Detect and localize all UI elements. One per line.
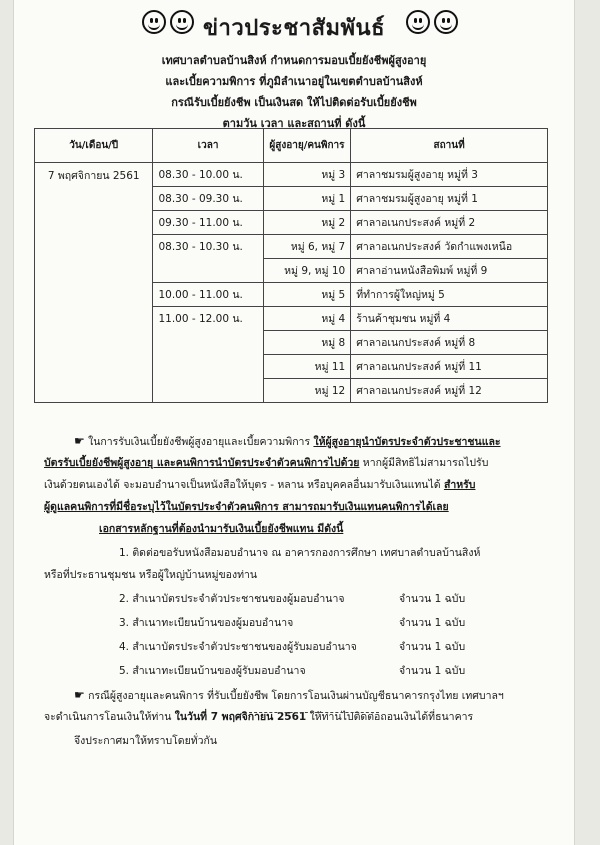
announcement-page: [14, 0, 574, 845]
group-cell: หมู่ 12: [263, 379, 351, 403]
group-cell: หมู่ 3: [263, 163, 351, 187]
intro-line: เทศบาลตำบลบ้านสิงห์ กำหนดการมอบเบี้ยยังชีพผู้สูงอายุ: [161, 54, 427, 67]
column-header-date: วัน/เดือน/ปี: [35, 129, 153, 163]
document-text: 5. สำเนาทะเบียนบ้านของผู้รับมอบอำนาจ: [119, 665, 306, 677]
header: [14, 6, 574, 46]
document-item: หรือที่ประธานชุมชน หรือผู้ใหญ่บ้านหมู่ของท่าน: [44, 569, 258, 581]
note-text: ให้ท่านไปติดต่อถอนเงินได้ที่ธนาคาร: [309, 711, 474, 723]
note-emphasis: ให้ผู้สูงอายุนำบัตรประจำตัวประชาชนและ: [313, 436, 501, 448]
schedule-table: [34, 128, 548, 403]
place-cell: ศาลาอเนกประสงค์ หมู่ที่ 12: [351, 379, 548, 403]
time-cell: [153, 331, 263, 355]
note-line: [44, 452, 488, 474]
place-cell: ศาลาอเนกประสงค์ หมู่ที่ 2: [351, 211, 548, 235]
group-cell: หมู่ 11: [263, 355, 351, 379]
closing-line: จึงประกาศมาให้ทราบโดยทั่วกัน: [74, 735, 218, 747]
document-item: [119, 588, 345, 610]
table-row: [35, 163, 548, 187]
signature-line: [249, 712, 379, 713]
time-cell: 08.30 - 10.00 น.: [153, 163, 263, 187]
time-cell: 10.00 - 11.00 น.: [153, 283, 263, 307]
pointing-hand-icon: ☛: [74, 434, 85, 448]
document-qty: จำนวน 1 ฉบับ: [399, 617, 466, 629]
pointing-hand-icon: ☛: [74, 688, 85, 702]
place-cell: ศาลาอเนกประสงค์ วัดกำแพงเหนือ: [351, 235, 548, 259]
table-header-row: [35, 129, 548, 163]
time-cell: [153, 259, 263, 283]
time-cell: 09.30 - 11.00 น.: [153, 211, 263, 235]
page-title: ข่าวประชาสัมพันธ์: [202, 16, 386, 41]
note-text: จะดำเนินการโอนเงินให้ท่าน: [44, 711, 172, 723]
group-cell: หมู่ 6, หมู่ 7: [263, 235, 351, 259]
note-line: [44, 474, 475, 496]
note-text: ในการรับเงินเบี้ยยังชีพผู้สูงอายุและเบี้ยความพิการ: [88, 436, 311, 448]
group-cell: หมู่ 1: [263, 187, 351, 211]
note-line: [74, 684, 504, 707]
intro-line: และเบี้ยความพิการ ที่ภูมิลำเนาอยู่ในเขตตำบลบ้านสิงห์: [165, 75, 423, 88]
place-cell: ร้านค้าชุมชน หมู่ที่ 4: [351, 307, 548, 331]
document-item: [119, 612, 293, 634]
place-cell: ศาลาอเนกประสงค์ หมู่ที่ 11: [351, 355, 548, 379]
note-emphasis: ผู้ดูแลคนพิการที่มีชื่อระบุไว้ในบัตรประจำตัวคนพิการ สามารถมารับเงินแทนคนพิการได้เลย: [44, 501, 449, 513]
time-cell: 08.30 - 10.30 น.: [153, 235, 263, 259]
place-cell: ที่ทำการผู้ใหญ่หมู่ 5: [351, 283, 548, 307]
document-qty: จำนวน 1 ฉบับ: [399, 665, 466, 677]
note-text: เงินด้วยตนเองได้ จะมอบอำนาจเป็นหนังสือให้บุตร - หลาน หรือบุคคลอื่นมารับเงินแทนได้: [44, 479, 441, 491]
note-line: [44, 706, 473, 728]
time-cell: 08.30 - 09.30 น.: [153, 187, 263, 211]
date-cell: 7 พฤศจิกายน 2561: [35, 163, 153, 403]
smiley-icon: [406, 10, 430, 34]
time-cell: [153, 355, 263, 379]
group-cell: หมู่ 9, หมู่ 10: [263, 259, 351, 283]
group-cell: หมู่ 8: [263, 331, 351, 355]
place-cell: ศาลาอเนกประสงค์ หมู่ที่ 8: [351, 331, 548, 355]
column-header-time: เวลา: [153, 129, 263, 163]
smiley-icon: [434, 10, 458, 34]
document-text: 2. สำเนาบัตรประจำตัวประชาชนของผู้มอบอำนาจ: [119, 593, 345, 605]
place-cell: ศาลาอ่านหนังสือพิมพ์ หมู่ที่ 9: [351, 259, 548, 283]
time-cell: [153, 379, 263, 403]
documents-heading: เอกสารหลักฐานที่ต้องนำมารับเงินเบี้ยยังชีพแทน มีดังนี้: [99, 523, 344, 535]
document-qty: จำนวน 1 ฉบับ: [399, 641, 466, 653]
intro-text: [14, 50, 574, 134]
note-line: [44, 496, 449, 518]
group-cell: หมู่ 5: [263, 283, 351, 307]
column-header-group: ผู้สูงอายุ/คนพิการ: [263, 129, 351, 163]
document-item: [119, 636, 357, 658]
intro-line: กรณีรับเบี้ยยังชีพ เป็นเงินสด ให้ไปติดต่อรับเบี้ยยังชีพ: [171, 96, 417, 109]
time-cell: 11.00 - 12.00 น.: [153, 307, 263, 331]
note-text: กรณีผู้สูงอายุและคนพิการ ที่รับเบี้ยยังชีพ โดยการโอนเงินผ่านบัญชีธนาคารกรุงไทย เทศบาลฯ: [88, 690, 504, 702]
document-text: 3. สำเนาทะเบียนบ้านของผู้มอบอำนาจ: [119, 617, 294, 629]
note-emphasis: บัตรรับเบี้ยยังชีพผู้สูงอายุ และคนพิการนำบัตรประจำตัวคนพิการไปด้วย: [44, 457, 360, 469]
column-header-place: สถานที่: [351, 129, 548, 163]
note-text: หากผู้มีสิทธิไม่สามารถไปรับ: [362, 457, 489, 469]
document-item: 1. ติดต่อขอรับหนังสือมอบอำนาจ ณ อาคารกองการศึกษา เทศบาลตำบลบ้านสิงห์: [119, 547, 481, 559]
note-emphasis: ในวันที่ 7 พฤศจิกายน 2561: [174, 711, 307, 723]
intro-line: ตามวัน เวลา และสถานที่ ดังนี้: [222, 117, 366, 130]
note-line: [74, 430, 501, 453]
group-cell: หมู่ 2: [263, 211, 351, 235]
document-qty: จำนวน 1 ฉบับ: [399, 593, 466, 605]
document-text: 4. สำเนาบัตรประจำตัวประชาชนของผู้รับมอบอำนาจ: [119, 641, 357, 653]
note-emphasis: สำหรับ: [443, 479, 476, 491]
place-cell: ศาลาชมรมผู้สูงอายุ หมู่ที่ 3: [351, 163, 548, 187]
place-cell: ศาลาชมรมผู้สูงอายุ หมู่ที่ 1: [351, 187, 548, 211]
document-item: [119, 660, 306, 682]
group-cell: หมู่ 4: [263, 307, 351, 331]
